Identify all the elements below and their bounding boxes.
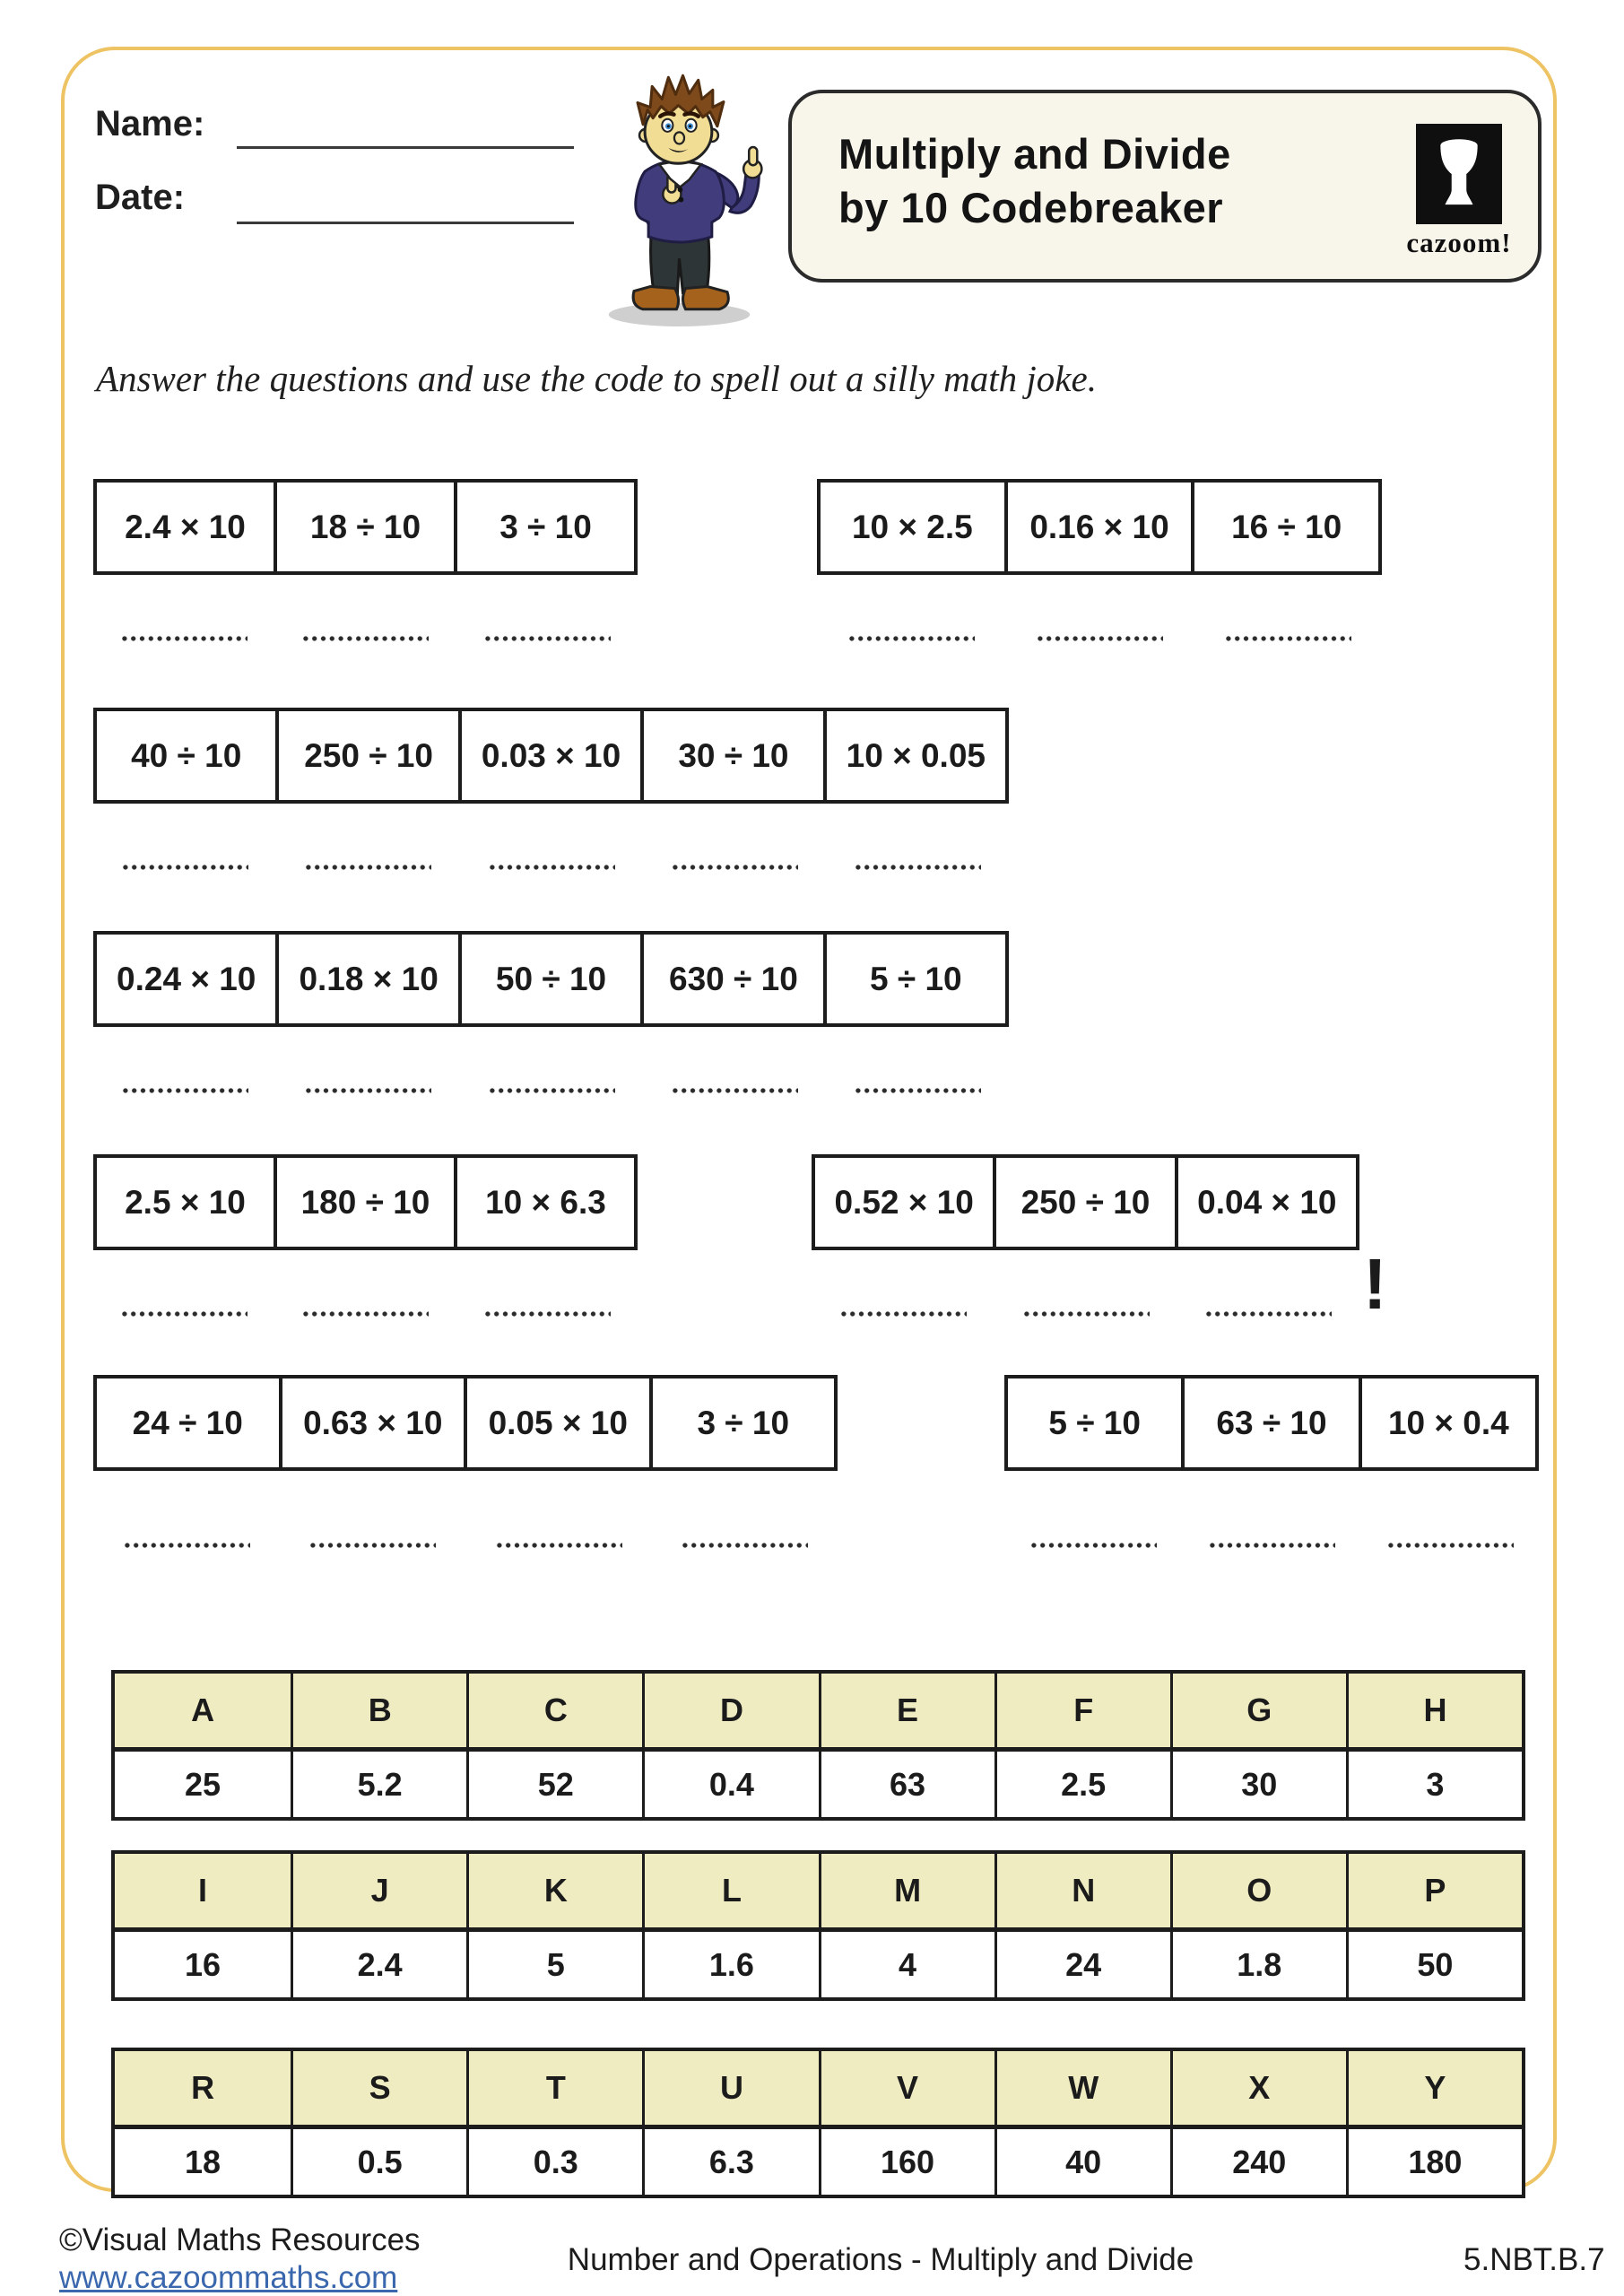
title-line-1: Multiply and Divide — [838, 130, 1231, 178]
question-cell: 0.18 × 10 — [279, 931, 461, 1027]
answer-dotted-line — [121, 863, 248, 872]
code-value-cell: 160 — [819, 2125, 994, 2195]
code-letter-cell: U — [642, 2051, 818, 2125]
question-cell: 30 ÷ 10 — [644, 708, 826, 804]
code-value-cell: 24 — [994, 1927, 1170, 1997]
answer-dotted-line — [1224, 634, 1351, 643]
code-value-cell: 52 — [466, 1747, 642, 1817]
question-cell: 630 ÷ 10 — [644, 931, 826, 1027]
code-letter-cell: O — [1170, 1854, 1346, 1927]
answer-dotted-line — [839, 1309, 967, 1318]
question-cell: 10 × 6.3 — [457, 1154, 638, 1250]
drum-icon — [1416, 124, 1502, 224]
code-letter-cell: W — [994, 2051, 1170, 2125]
answer-dotted-line — [301, 634, 429, 643]
code-value-cell: 5.2 — [291, 1747, 466, 1817]
answer-dotted-line — [488, 1086, 615, 1095]
question-cell: 18 ÷ 10 — [277, 479, 457, 575]
code-value-cell: 63 — [819, 1747, 994, 1817]
exclamation-mark: ! — [1363, 1244, 1387, 1324]
code-letter-cell: C — [466, 1674, 642, 1747]
code-value-cell: 40 — [994, 2125, 1170, 2195]
answer-dotted-line — [121, 1086, 248, 1095]
question-cell: 250 ÷ 10 — [996, 1154, 1177, 1250]
code-letter-cell: I — [115, 1854, 291, 1927]
code-letter-cell: M — [819, 1854, 994, 1927]
answer-dotted-line — [301, 1309, 429, 1318]
question-group — [93, 479, 638, 645]
question-group — [93, 1154, 638, 1320]
footer-topic-text: Number and Operations - Multiply and Divide — [567, 2242, 1194, 2277]
code-letter-cell: F — [994, 1674, 1170, 1747]
answer-dotted-line — [123, 1541, 250, 1550]
answer-dotted-line — [1029, 1541, 1157, 1550]
answer-dotted-line — [304, 863, 431, 872]
code-value-cell: 25 — [115, 1747, 291, 1817]
code-letter-cell: L — [642, 1854, 818, 1927]
code-value-cell: 30 — [1170, 1747, 1346, 1817]
question-group — [1004, 1375, 1539, 1552]
title-line-2: by 10 Codebreaker — [838, 184, 1224, 232]
worksheet-title — [838, 127, 1231, 235]
question-cell: 40 ÷ 10 — [93, 708, 279, 804]
code-table-r-y — [111, 2048, 1525, 2198]
answer-dotted-line — [1022, 1309, 1150, 1318]
code-value-cell: 2.4 — [291, 1927, 466, 1997]
code-letter-cell: H — [1346, 1674, 1522, 1747]
code-letter-cell: B — [291, 1674, 466, 1747]
question-cell: 0.03 × 10 — [462, 708, 644, 804]
code-value-cell: 1.8 — [1170, 1927, 1346, 1997]
code-value-cell: 18 — [115, 2125, 291, 2195]
question-cell: 5 ÷ 10 — [827, 931, 1009, 1027]
code-letter-cell: G — [1170, 1674, 1346, 1747]
code-letter-cell: V — [819, 2051, 994, 2125]
question-cell: 0.04 × 10 — [1178, 1154, 1359, 1250]
question-cell: 0.63 × 10 — [282, 1375, 468, 1471]
question-cell: 10 × 0.4 — [1362, 1375, 1539, 1471]
code-letter-cell: A — [115, 1674, 291, 1747]
question-cell: 180 ÷ 10 — [277, 1154, 457, 1250]
name-write-line — [237, 146, 574, 149]
answer-dotted-line — [483, 1309, 611, 1318]
code-letter-cell: R — [115, 2051, 291, 2125]
mascot-boy-illustration — [587, 54, 776, 330]
code-letter-cell: N — [994, 1854, 1170, 1927]
code-value-cell: 6.3 — [642, 2125, 818, 2195]
website-link[interactable]: www.cazoommaths.com — [59, 2260, 397, 2296]
title-box — [788, 90, 1541, 283]
date-write-line — [237, 222, 574, 224]
question-cell: 0.24 × 10 — [93, 931, 279, 1027]
question-cell: 50 ÷ 10 — [462, 931, 644, 1027]
answer-dotted-line — [671, 863, 798, 872]
code-value-cell: 50 — [1346, 1927, 1522, 1997]
code-letter-cell: E — [819, 1674, 994, 1747]
name-label: Name: — [95, 104, 205, 144]
answer-dotted-line — [1208, 1541, 1335, 1550]
answer-dotted-line — [1036, 634, 1163, 643]
code-value-cell: 3 — [1346, 1747, 1522, 1817]
code-value-cell: 5 — [466, 1927, 642, 1997]
question-cell: 24 ÷ 10 — [93, 1375, 282, 1471]
question-cell: 0.16 × 10 — [1008, 479, 1195, 575]
code-letter-cell: Y — [1346, 2051, 1522, 2125]
answer-dotted-line — [671, 1086, 798, 1095]
question-group — [812, 1154, 1359, 1320]
code-letter-cell: S — [291, 2051, 466, 2125]
answer-dotted-line — [847, 634, 975, 643]
code-letter-cell: K — [466, 1854, 642, 1927]
code-value-cell: 180 — [1346, 2125, 1522, 2195]
question-cell: 10 × 0.05 — [827, 708, 1009, 804]
question-cell: 3 ÷ 10 — [653, 1375, 838, 1471]
answer-dotted-line — [120, 1309, 248, 1318]
code-letter-cell: P — [1346, 1854, 1522, 1927]
code-value-cell: 0.3 — [466, 2125, 642, 2195]
question-cell: 2.5 × 10 — [93, 1154, 277, 1250]
question-cell: 0.05 × 10 — [467, 1375, 653, 1471]
code-letter-cell: T — [466, 2051, 642, 2125]
question-cell: 16 ÷ 10 — [1194, 479, 1382, 575]
answer-dotted-line — [681, 1541, 808, 1550]
answer-dotted-line — [304, 1086, 431, 1095]
code-value-cell: 1.6 — [642, 1927, 818, 1997]
question-cell: 0.52 × 10 — [812, 1154, 996, 1250]
question-cell: 2.4 × 10 — [93, 479, 277, 575]
question-cell: 250 ÷ 10 — [279, 708, 461, 804]
answer-dotted-line — [120, 634, 248, 643]
question-cell: 5 ÷ 10 — [1004, 1375, 1185, 1471]
question-group — [93, 1375, 838, 1552]
question-group — [93, 931, 1009, 1097]
standard-code: 5.NBT.B.7 — [1463, 2242, 1605, 2277]
cazoom-logo — [1400, 124, 1518, 259]
question-cell: 63 ÷ 10 — [1185, 1375, 1361, 1471]
answer-dotted-line — [1204, 1309, 1332, 1318]
answer-dotted-line — [854, 1086, 981, 1095]
copyright-text: ©Visual Maths Resources — [59, 2222, 421, 2257]
date-label: Date: — [95, 178, 186, 217]
code-value-cell: 0.5 — [291, 2125, 466, 2195]
answer-dotted-line — [308, 1541, 436, 1550]
answer-dotted-line — [1386, 1541, 1514, 1550]
answer-dotted-line — [495, 1541, 622, 1550]
code-letter-cell: X — [1170, 2051, 1346, 2125]
question-cell: 10 × 2.5 — [817, 479, 1008, 575]
code-value-cell: 240 — [1170, 2125, 1346, 2195]
question-cell: 3 ÷ 10 — [457, 479, 638, 575]
logo-wordmark: cazoom! — [1406, 227, 1512, 258]
question-group — [817, 479, 1382, 645]
code-value-cell: 0.4 — [642, 1747, 818, 1817]
answer-dotted-line — [483, 634, 611, 643]
code-table-a-h — [111, 1670, 1525, 1821]
instruction-text: Answer the questions and use the code to spell out a silly math joke. — [96, 358, 1097, 399]
answer-dotted-line — [854, 863, 981, 872]
code-table-i-p — [111, 1850, 1525, 2001]
code-value-cell: 4 — [819, 1927, 994, 1997]
answer-dotted-line — [488, 863, 615, 872]
question-group — [93, 708, 1009, 874]
code-letter-cell: D — [642, 1674, 818, 1747]
code-letter-cell: J — [291, 1854, 466, 1927]
code-value-cell: 2.5 — [994, 1747, 1170, 1817]
code-value-cell: 16 — [115, 1927, 291, 1997]
